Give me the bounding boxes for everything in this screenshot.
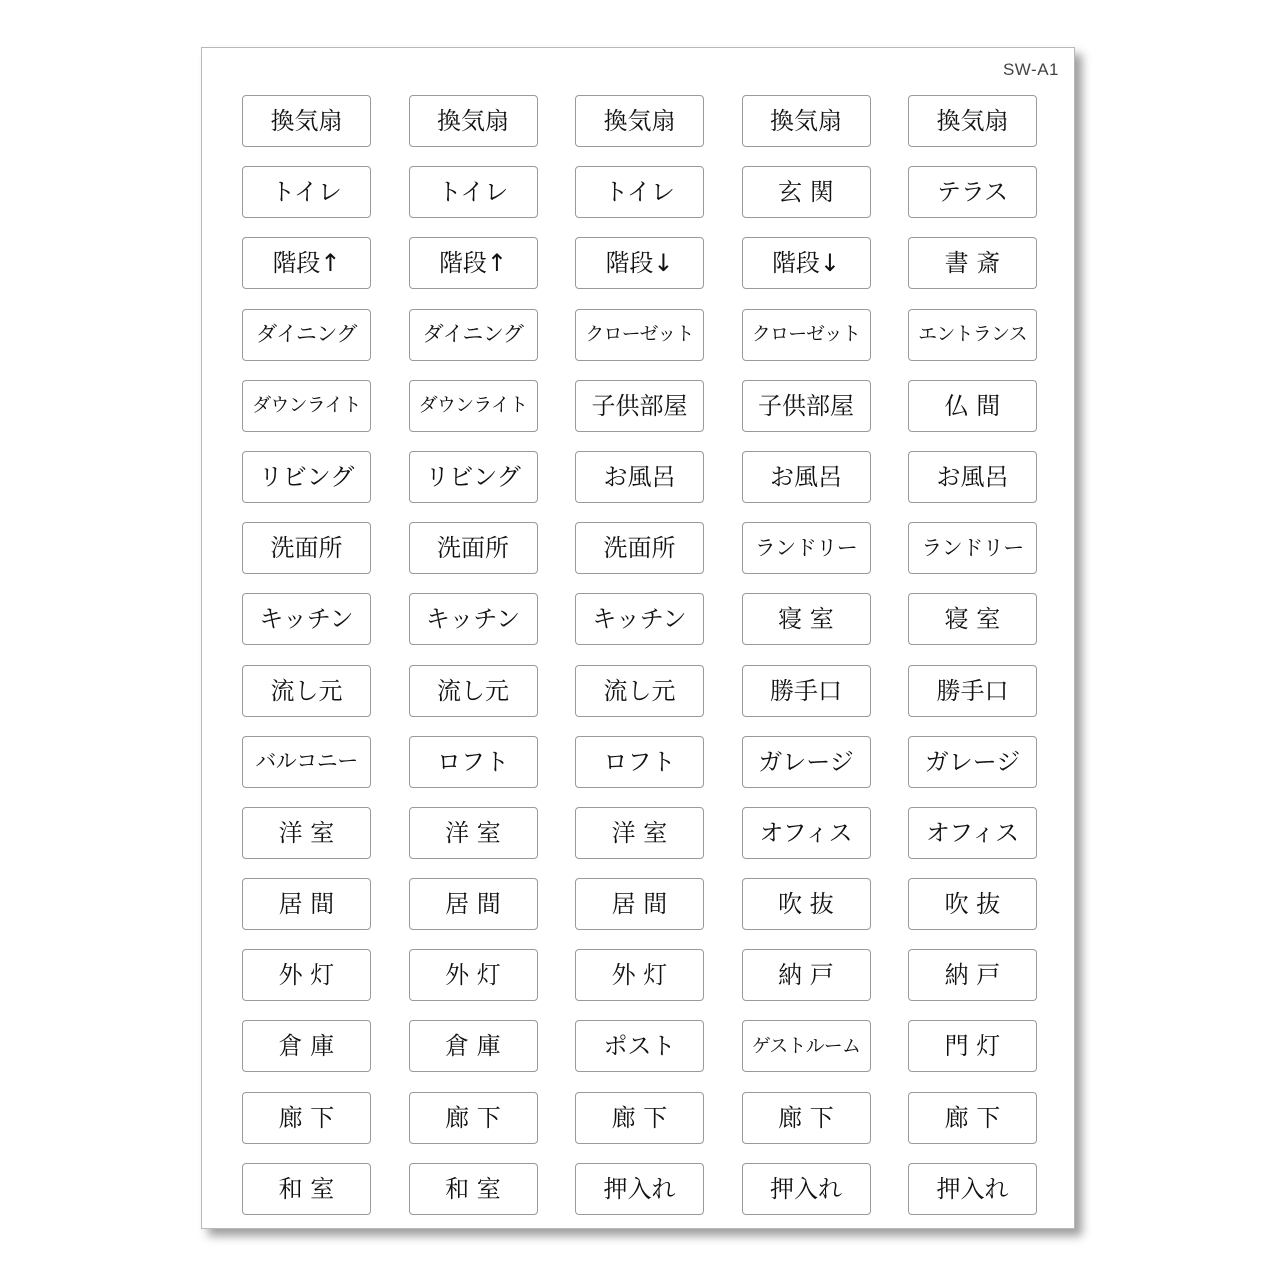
sticker-label-text: 廊 下	[611, 1103, 668, 1132]
sticker-label-text: ガレージ	[758, 747, 854, 776]
sticker-label-text: 納 戸	[778, 961, 834, 990]
sticker-label	[409, 1092, 538, 1144]
sticker-label	[242, 593, 371, 645]
sticker-label	[908, 736, 1037, 788]
sticker-label-text: 吹 抜	[778, 890, 834, 919]
sticker-label-text: ダイニング	[256, 322, 357, 347]
sticker-label-text: 押入れ	[936, 1174, 1009, 1203]
sticker-label-text: 換気扇	[437, 107, 509, 135]
sticker-label-text: 洋 室	[278, 818, 335, 847]
sticker-label	[742, 95, 871, 147]
sticker-label	[742, 807, 871, 859]
sticker-label	[575, 736, 704, 788]
sticker-label-text: 仏 間	[944, 391, 1001, 420]
sticker-label	[575, 878, 704, 930]
label-sheet	[201, 47, 1075, 1229]
sticker-label-text: お風呂	[603, 462, 676, 491]
sticker-label	[242, 166, 371, 218]
sticker-label	[242, 1092, 371, 1144]
sticker-label	[409, 736, 538, 788]
sticker-label	[908, 309, 1037, 361]
sticker-label	[242, 95, 371, 147]
sticker-label-text: 子供部屋	[591, 391, 688, 420]
sticker-label	[242, 522, 371, 574]
sticker-label-text: クローゼット	[585, 323, 694, 346]
sticker-label	[908, 237, 1037, 289]
sticker-label-text: トイレ	[604, 178, 675, 207]
sticker-label-text: ロフト	[603, 747, 676, 776]
sticker-label-text: トイレ	[437, 178, 509, 207]
sticker-label	[575, 451, 704, 503]
sticker-label	[409, 593, 538, 645]
sticker-label-text: バルコニー	[255, 749, 358, 774]
sticker-label	[575, 807, 704, 859]
sticker-label	[742, 593, 871, 645]
sticker-label-text: 居 間	[445, 890, 501, 919]
sticker-label-text: キッチン	[425, 605, 521, 634]
sticker-label-text: ダウンライト	[418, 394, 528, 417]
sticker-label	[409, 166, 538, 218]
sticker-label-text: ダウンライト	[252, 394, 361, 417]
sticker-label	[908, 95, 1037, 147]
sticker-label-text: キッチン	[592, 605, 687, 634]
sticker-label	[908, 380, 1037, 432]
sticker-label-text: 和 室	[278, 1174, 335, 1203]
sticker-label-text: ガレージ	[924, 747, 1021, 776]
sticker-label	[908, 665, 1037, 717]
sticker-label	[409, 95, 538, 147]
sticker-label-text: 外 灯	[611, 961, 668, 990]
sticker-label	[242, 1163, 371, 1215]
sticker-label	[908, 878, 1037, 930]
sticker-label-text: お風呂	[936, 462, 1009, 491]
sticker-label-text: 洋 室	[445, 818, 501, 847]
sticker-label	[908, 166, 1037, 218]
sticker-label-text: 換気扇	[270, 107, 343, 135]
sticker-label	[742, 522, 871, 574]
sticker-label	[742, 1092, 871, 1144]
sticker-label-text: ポスト	[603, 1032, 676, 1061]
sticker-label-text: 換気扇	[770, 107, 842, 135]
sticker-label-text: リビング	[258, 462, 355, 491]
sticker-label	[409, 665, 538, 717]
sticker-label	[242, 736, 371, 788]
sticker-label	[575, 237, 704, 289]
sticker-label-text: 外 灯	[278, 961, 335, 990]
sticker-label	[575, 1163, 704, 1215]
sticker-label	[742, 949, 871, 1001]
sticker-label-text: 寝 室	[778, 605, 834, 634]
sticker-label-text: リビング	[425, 462, 521, 491]
sticker-label-text: 換気扇	[603, 107, 676, 135]
sticker-label-text: 階段↓	[771, 249, 841, 278]
sticker-label	[575, 309, 704, 361]
sticker-label	[742, 1020, 871, 1072]
sticker-label-text: クローゼット	[751, 323, 861, 346]
sticker-label	[409, 451, 538, 503]
label-grid	[242, 95, 1037, 1215]
sticker-label-text: 階段↑	[272, 249, 341, 278]
sticker-label-text: 押入れ	[603, 1174, 676, 1203]
sticker-label-text: キッチン	[259, 605, 354, 634]
sticker-label-text: 洗面所	[437, 534, 509, 563]
sticker-label	[908, 451, 1037, 503]
sticker-label-text: 倉 庫	[445, 1032, 501, 1061]
sticker-label-text: テラス	[936, 178, 1009, 207]
sticker-label	[742, 451, 871, 503]
sticker-label-text: オフィス	[925, 818, 1020, 847]
sticker-label	[242, 807, 371, 859]
sticker-label	[908, 593, 1037, 645]
sticker-label-text: 和 室	[445, 1174, 501, 1203]
sticker-label	[908, 1020, 1037, 1072]
sticker-label	[908, 522, 1037, 574]
sticker-label	[575, 380, 704, 432]
sticker-label	[908, 1092, 1037, 1144]
sticker-label	[742, 237, 871, 289]
sticker-label	[742, 736, 871, 788]
sticker-label-text: ランドリー	[921, 535, 1024, 560]
sticker-label-text: 門 灯	[944, 1032, 1001, 1061]
sticker-label	[409, 380, 538, 432]
sticker-label	[575, 1092, 704, 1144]
sticker-label-text: 階段↓	[605, 249, 674, 278]
sticker-label	[409, 309, 538, 361]
sticker-label-text: 廊 下	[944, 1103, 1001, 1132]
sticker-label	[242, 309, 371, 361]
sticker-label-text: エントランス	[918, 323, 1027, 346]
sticker-label	[242, 1020, 371, 1072]
sticker-label-text: 倉 庫	[278, 1032, 335, 1061]
sticker-label	[575, 593, 704, 645]
sticker-label	[242, 949, 371, 1001]
sticker-label	[575, 166, 704, 218]
sticker-label	[409, 949, 538, 1001]
sticker-label	[908, 807, 1037, 859]
sticker-label	[242, 237, 371, 289]
sticker-label	[409, 522, 538, 574]
sticker-label-text: ゲストルーム	[751, 1034, 861, 1057]
sticker-label	[742, 380, 871, 432]
sticker-label-text: 洋 室	[611, 818, 668, 847]
sticker-label	[742, 665, 871, 717]
sticker-label-text: 廊 下	[778, 1103, 834, 1132]
sticker-label	[908, 1163, 1037, 1215]
sticker-label-text: 流し元	[603, 676, 676, 705]
sticker-label	[409, 807, 538, 859]
sticker-label-text: 廊 下	[445, 1103, 501, 1132]
sticker-label-text: 押入れ	[770, 1174, 842, 1203]
sticker-label	[242, 451, 371, 503]
sticker-label-text: 流し元	[270, 676, 343, 705]
sticker-label-text: 階段↑	[438, 249, 508, 278]
sticker-label	[742, 878, 871, 930]
sticker-label-text: 居 間	[278, 890, 335, 919]
sticker-label-text: 勝手口	[770, 676, 842, 705]
sticker-label	[575, 522, 704, 574]
sticker-label	[409, 878, 538, 930]
sticker-label	[242, 380, 371, 432]
sticker-label-text: 洗面所	[270, 534, 343, 563]
sticker-label-text: 流し元	[437, 676, 509, 705]
sticker-label-text: 廊 下	[278, 1103, 335, 1132]
sheet-code: SW-A1	[1002, 60, 1059, 79]
sticker-label-text: 洗面所	[603, 534, 676, 563]
sticker-label	[742, 166, 871, 218]
sticker-label-text: 寝 室	[944, 605, 1001, 634]
sticker-label-text: 子供部屋	[758, 391, 854, 420]
sticker-label-text: 書 斎	[944, 249, 1001, 278]
sticker-label	[242, 665, 371, 717]
sticker-label-text: 外 灯	[445, 961, 501, 990]
sticker-label-text: 換気扇	[936, 107, 1009, 135]
sticker-label-text: ランドリー	[754, 535, 858, 560]
sticker-label	[409, 1163, 538, 1215]
sticker-label	[742, 309, 871, 361]
sticker-label-text: オフィス	[759, 818, 853, 847]
sticker-label	[575, 949, 704, 1001]
sticker-label	[908, 949, 1037, 1001]
sticker-label-text: 納 戸	[944, 961, 1001, 990]
sticker-label	[575, 665, 704, 717]
sticker-label-text: 勝手口	[936, 676, 1009, 705]
sticker-label-text: お風呂	[770, 462, 842, 491]
sticker-label	[409, 1020, 538, 1072]
sticker-label	[575, 95, 704, 147]
sticker-label	[409, 237, 538, 289]
sticker-label-text: ロフト	[437, 747, 509, 776]
sticker-label-text: トイレ	[271, 178, 342, 207]
sticker-label-text: ダイニング	[422, 322, 524, 347]
sticker-label	[242, 878, 371, 930]
sticker-label-text: 玄 関	[778, 178, 834, 207]
sticker-label-text: 居 間	[611, 890, 668, 919]
sticker-label	[742, 1163, 871, 1215]
sticker-label	[575, 1020, 704, 1072]
sticker-label-text: 吹 抜	[944, 890, 1001, 919]
